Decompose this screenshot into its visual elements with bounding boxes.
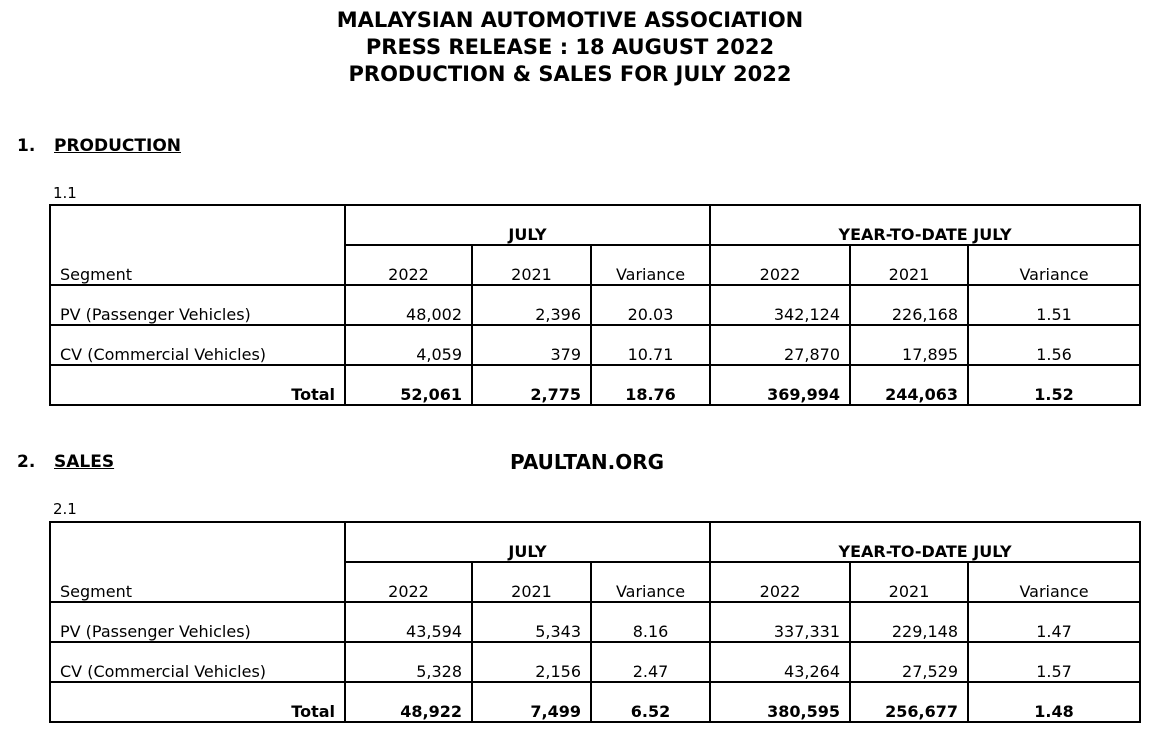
column-header: 2021: [472, 245, 591, 285]
report-title: [0, 7, 1140, 88]
total-label: Total: [50, 682, 345, 722]
total-cell: 6.52: [591, 682, 710, 722]
table-cell: 5,328: [345, 642, 472, 682]
ytd-group-header: YEAR-TO-DATE JULY: [710, 205, 1140, 245]
column-header: 2022: [710, 245, 850, 285]
total-cell: 1.52: [968, 365, 1140, 405]
table-cell: 27,870: [710, 325, 850, 365]
total-cell: 244,063: [850, 365, 968, 405]
production-subsection-number: 1.1: [53, 184, 77, 202]
table-cell: 20.03: [591, 285, 710, 325]
column-header: Variance: [968, 562, 1140, 602]
column-header: 2021: [850, 562, 968, 602]
sales-subsection-number: 2.1: [53, 500, 77, 518]
row-label: CV (Commercial Vehicles): [50, 642, 345, 682]
table-cell: 2,396: [472, 285, 591, 325]
total-cell: 48,922: [345, 682, 472, 722]
table-cell: 1.57: [968, 642, 1140, 682]
column-header: 2022: [345, 562, 472, 602]
table-cell: 5,343: [472, 602, 591, 642]
table-cell: 48,002: [345, 285, 472, 325]
table-row: [50, 602, 1140, 642]
total-cell: 369,994: [710, 365, 850, 405]
table-cell: 8.16: [591, 602, 710, 642]
header-line-3: PRODUCTION & SALES FOR JULY 2022: [348, 62, 792, 86]
total-cell: 380,595: [710, 682, 850, 722]
column-header: Variance: [968, 245, 1140, 285]
total-cell: 256,677: [850, 682, 968, 722]
table-cell: 342,124: [710, 285, 850, 325]
table-cell: 10.71: [591, 325, 710, 365]
table-cell: 17,895: [850, 325, 968, 365]
table-cell: 226,168: [850, 285, 968, 325]
segment-header: Segment: [50, 522, 345, 602]
total-cell: 1.48: [968, 682, 1140, 722]
row-label: CV (Commercial Vehicles): [50, 325, 345, 365]
total-cell: 7,499: [472, 682, 591, 722]
table-cell: 1.51: [968, 285, 1140, 325]
table-cell: 4,059: [345, 325, 472, 365]
total-cell: 2,775: [472, 365, 591, 405]
table-header-row: [50, 522, 1140, 562]
total-label: Total: [50, 365, 345, 405]
column-header: 2022: [710, 562, 850, 602]
column-header: 2022: [345, 245, 472, 285]
table-row: [50, 642, 1140, 682]
watermark-text: PAULTAN.ORG: [510, 450, 665, 474]
table-row: [50, 285, 1140, 325]
table-cell: 379: [472, 325, 591, 365]
table-cell: 1.56: [968, 325, 1140, 365]
table-cell: 27,529: [850, 642, 968, 682]
month-group-header: JULY: [345, 205, 710, 245]
column-header: Variance: [591, 562, 710, 602]
table-row: [50, 325, 1140, 365]
row-label: PV (Passenger Vehicles): [50, 285, 345, 325]
table-cell: 43,264: [710, 642, 850, 682]
sales-table: [49, 521, 1141, 723]
table-cell: 2.47: [591, 642, 710, 682]
month-group-header: JULY: [345, 522, 710, 562]
row-label: PV (Passenger Vehicles): [50, 602, 345, 642]
column-header: 2021: [472, 562, 591, 602]
ytd-group-header: YEAR-TO-DATE JULY: [710, 522, 1140, 562]
table-header-row: [50, 205, 1140, 245]
table-cell: 229,148: [850, 602, 968, 642]
table-cell: 43,594: [345, 602, 472, 642]
table-cell: 2,156: [472, 642, 591, 682]
total-row: [50, 682, 1140, 722]
production-table: [49, 204, 1141, 406]
production-section-number: 1.: [17, 136, 36, 156]
header-line-2: PRESS RELEASE : 18 AUGUST 2022: [365, 35, 775, 59]
production-section-title: PRODUCTION: [54, 136, 181, 156]
header-line-1: MALAYSIAN AUTOMOTIVE ASSOCIATION: [336, 8, 804, 32]
table-cell: 1.47: [968, 602, 1140, 642]
column-header: 2021: [850, 245, 968, 285]
column-header: Variance: [591, 245, 710, 285]
segment-header: Segment: [50, 205, 345, 285]
total-row: [50, 365, 1140, 405]
sales-section-title: SALES: [54, 452, 115, 472]
sales-section-number: 2.: [17, 452, 36, 472]
table-cell: 337,331: [710, 602, 850, 642]
total-cell: 52,061: [345, 365, 472, 405]
total-cell: 18.76: [591, 365, 710, 405]
